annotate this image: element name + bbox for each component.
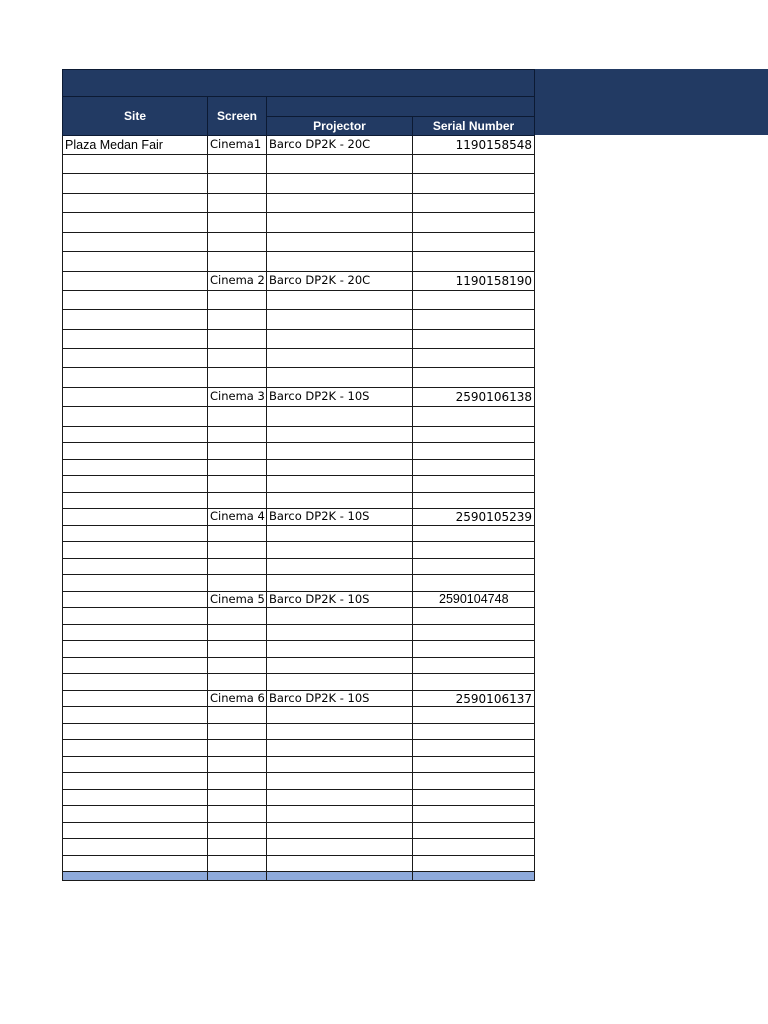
cell-screen[interactable] <box>207 707 266 724</box>
cell-screen[interactable] <box>207 608 266 625</box>
cell-screen[interactable] <box>207 443 266 460</box>
cell-site[interactable] <box>62 388 207 407</box>
cell-site[interactable] <box>62 559 207 575</box>
header-site[interactable]: Site <box>62 96 208 136</box>
cell-site[interactable] <box>62 608 207 625</box>
cell-site[interactable] <box>62 427 207 443</box>
cell-serial-number[interactable] <box>412 773 535 790</box>
cell-serial-number[interactable] <box>412 349 535 368</box>
header-projector[interactable]: Projector <box>266 116 413 136</box>
cell-projector[interactable] <box>266 575 412 592</box>
table-row <box>62 658 535 674</box>
cell-screen[interactable] <box>207 330 266 349</box>
cell-serial-number[interactable] <box>412 476 535 493</box>
table-row <box>62 349 535 368</box>
cell-serial-number[interactable] <box>412 233 535 252</box>
cell-projector[interactable] <box>266 368 412 388</box>
table-row <box>62 272 535 291</box>
cell-serial-number[interactable] <box>412 368 535 388</box>
cell-serial-number[interactable] <box>412 460 535 476</box>
cell-site[interactable] <box>62 707 207 724</box>
cell-serial-number[interactable]: 2590106138 <box>412 388 535 407</box>
cell-screen[interactable] <box>207 575 266 592</box>
cell-screen[interactable]: Cinema 5 <box>207 592 266 608</box>
cell-screen[interactable] <box>207 310 266 330</box>
cell-projector[interactable] <box>266 740 412 757</box>
cell-projector[interactable] <box>266 724 412 740</box>
cell-projector[interactable] <box>266 707 412 724</box>
cell-serial-number[interactable] <box>412 407 535 427</box>
cell-serial-number[interactable] <box>412 724 535 740</box>
cell-site[interactable] <box>62 233 207 252</box>
cell-screen[interactable] <box>207 839 266 856</box>
cell-screen[interactable] <box>207 213 266 233</box>
cell-serial-number[interactable] <box>412 674 535 691</box>
cell-site[interactable] <box>62 407 207 427</box>
cell-site[interactable] <box>62 526 207 542</box>
cell-site[interactable] <box>62 542 207 559</box>
cell-screen[interactable] <box>207 806 266 823</box>
header-serial-number[interactable]: Serial Number <box>412 116 535 136</box>
table-row <box>62 542 535 559</box>
table-row <box>62 291 535 310</box>
cell-projector[interactable] <box>266 658 412 674</box>
cell-site[interactable] <box>62 592 207 608</box>
cell-site[interactable] <box>62 740 207 757</box>
cell-screen[interactable]: Cinema 4 <box>207 509 266 526</box>
cell-serial-number[interactable] <box>412 740 535 757</box>
cell-serial-number[interactable] <box>412 757 535 773</box>
cell-site[interactable] <box>62 674 207 691</box>
table-row <box>62 213 535 233</box>
table-row <box>62 724 535 740</box>
cell-site[interactable] <box>62 252 207 272</box>
cell-site[interactable] <box>62 658 207 674</box>
table-row <box>62 310 535 330</box>
cell-serial-number[interactable] <box>412 252 535 272</box>
cell-serial-number[interactable] <box>412 155 535 174</box>
table-row <box>62 839 535 856</box>
cell-projector[interactable]: Barco DP2K - 10S <box>266 388 412 407</box>
cell-serial-number[interactable] <box>412 806 535 823</box>
cell-site[interactable] <box>62 194 207 213</box>
cell-site[interactable] <box>62 872 207 881</box>
cell-screen[interactable] <box>207 526 266 542</box>
cell-site[interactable] <box>62 691 207 707</box>
cell-site[interactable] <box>62 839 207 856</box>
table-row <box>62 174 535 194</box>
header-top-strip <box>62 69 535 97</box>
table-row <box>62 592 535 608</box>
table-row <box>62 625 535 641</box>
table-row <box>62 368 535 388</box>
cell-projector[interactable] <box>266 213 412 233</box>
cell-projector[interactable]: Barco DP2K - 10S <box>266 509 412 526</box>
cell-screen[interactable] <box>207 559 266 575</box>
cell-site[interactable] <box>62 790 207 806</box>
cell-serial-number[interactable] <box>412 330 535 349</box>
header-projector-group <box>266 96 535 117</box>
cell-projector[interactable] <box>266 856 412 872</box>
cell-screen[interactable] <box>207 773 266 790</box>
table-row <box>62 155 535 174</box>
cell-projector[interactable] <box>266 330 412 349</box>
cell-projector[interactable] <box>266 476 412 493</box>
table-row <box>62 407 535 427</box>
cell-serial-number[interactable] <box>412 194 535 213</box>
cell-screen[interactable] <box>207 291 266 310</box>
cell-screen[interactable]: Cinema 2 <box>207 272 266 291</box>
cell-serial-number[interactable] <box>412 526 535 542</box>
cell-site[interactable] <box>62 493 207 509</box>
table-row <box>62 427 535 443</box>
cell-screen[interactable] <box>207 155 266 174</box>
cell-site[interactable] <box>62 773 207 790</box>
cell-screen[interactable] <box>207 493 266 509</box>
cell-projector[interactable] <box>266 674 412 691</box>
cell-site[interactable]: Plaza Medan Fair <box>62 136 207 155</box>
cell-screen[interactable] <box>207 823 266 839</box>
cell-serial-number[interactable] <box>412 174 535 194</box>
table-row <box>62 194 535 213</box>
cell-screen[interactable] <box>207 856 266 872</box>
cell-projector[interactable]: Barco DP2K - 20C <box>266 136 412 155</box>
cell-projector[interactable] <box>266 194 412 213</box>
cell-projector[interactable]: Barco DP2K - 10S <box>266 592 412 608</box>
cell-site[interactable] <box>62 823 207 839</box>
table-row <box>62 707 535 724</box>
cell-serial-number[interactable] <box>412 872 535 881</box>
cell-screen[interactable] <box>207 658 266 674</box>
cell-screen[interactable] <box>207 790 266 806</box>
cell-projector[interactable] <box>266 872 412 881</box>
cell-site[interactable] <box>62 856 207 872</box>
cell-projector[interactable] <box>266 839 412 856</box>
cell-serial-number[interactable] <box>412 608 535 625</box>
cell-screen[interactable] <box>207 233 266 252</box>
cell-projector[interactable] <box>266 542 412 559</box>
cell-site[interactable] <box>62 575 207 592</box>
table-row <box>62 740 535 757</box>
cell-screen[interactable] <box>207 740 266 757</box>
cell-site[interactable] <box>62 330 207 349</box>
cell-serial-number[interactable] <box>412 641 535 658</box>
cell-serial-number[interactable] <box>412 291 535 310</box>
cell-projector[interactable] <box>266 625 412 641</box>
table-row <box>62 823 535 839</box>
cell-screen[interactable] <box>207 407 266 427</box>
cell-site[interactable] <box>62 757 207 773</box>
cell-projector[interactable] <box>266 823 412 839</box>
cell-serial-number[interactable]: 2590106137 <box>412 691 535 707</box>
cell-serial-number[interactable] <box>412 823 535 839</box>
cell-screen[interactable] <box>207 174 266 194</box>
table-row <box>62 476 535 493</box>
cell-serial-number[interactable] <box>412 559 535 575</box>
cell-site[interactable] <box>62 443 207 460</box>
cell-serial-number[interactable] <box>412 213 535 233</box>
cell-projector[interactable]: Barco DP2K - 10S <box>266 691 412 707</box>
cell-projector[interactable] <box>266 233 412 252</box>
cell-serial-number[interactable] <box>412 427 535 443</box>
cell-serial-number[interactable] <box>412 707 535 724</box>
table-row <box>62 790 535 806</box>
cell-site[interactable] <box>62 310 207 330</box>
cell-projector[interactable] <box>266 443 412 460</box>
cell-screen[interactable] <box>207 194 266 213</box>
cell-site[interactable] <box>62 460 207 476</box>
cell-screen[interactable] <box>207 625 266 641</box>
cell-screen[interactable] <box>207 476 266 493</box>
table-row <box>62 526 535 542</box>
table-row <box>62 388 535 407</box>
cell-projector[interactable] <box>266 641 412 658</box>
cell-serial-number[interactable] <box>412 443 535 460</box>
cell-screen[interactable]: Cinema1 <box>207 136 266 155</box>
cell-site[interactable] <box>62 806 207 823</box>
cell-projector[interactable] <box>266 252 412 272</box>
cell-projector[interactable] <box>266 155 412 174</box>
cell-serial-number[interactable] <box>412 493 535 509</box>
cell-serial-number[interactable]: 1190158548 <box>412 136 535 155</box>
cell-projector[interactable] <box>266 460 412 476</box>
cell-projector[interactable] <box>266 407 412 427</box>
cell-projector[interactable] <box>266 310 412 330</box>
table-row <box>62 806 535 823</box>
cell-screen[interactable] <box>207 724 266 740</box>
cell-site[interactable] <box>62 213 207 233</box>
cell-screen[interactable] <box>207 872 266 881</box>
cell-site[interactable] <box>62 625 207 641</box>
cell-serial-number[interactable] <box>412 856 535 872</box>
cell-projector[interactable] <box>266 174 412 194</box>
cell-screen[interactable] <box>207 368 266 388</box>
cell-serial-number[interactable] <box>412 310 535 330</box>
cell-site[interactable] <box>62 509 207 526</box>
cell-site[interactable] <box>62 272 207 291</box>
cell-serial-number[interactable] <box>412 575 535 592</box>
cell-site[interactable] <box>62 476 207 493</box>
cell-site[interactable] <box>62 724 207 740</box>
cell-site[interactable] <box>62 641 207 658</box>
cell-screen[interactable] <box>207 427 266 443</box>
cell-projector[interactable] <box>266 608 412 625</box>
cell-projector[interactable] <box>266 559 412 575</box>
cell-projector[interactable] <box>266 349 412 368</box>
table-row <box>62 233 535 252</box>
cell-projector[interactable] <box>266 291 412 310</box>
cell-site[interactable] <box>62 349 207 368</box>
table-row <box>62 691 535 707</box>
cell-serial-number[interactable]: 2590104748 <box>412 592 535 608</box>
table-row <box>62 330 535 349</box>
table-row <box>62 509 535 526</box>
cell-site[interactable] <box>62 174 207 194</box>
table-row <box>62 136 535 155</box>
table-row <box>62 493 535 509</box>
cell-site[interactable] <box>62 368 207 388</box>
cell-serial-number[interactable]: 1190158190 <box>412 272 535 291</box>
table-header <box>62 69 535 136</box>
cell-projector[interactable] <box>266 773 412 790</box>
cell-projector[interactable] <box>266 427 412 443</box>
table-row <box>62 641 535 658</box>
cell-site[interactable] <box>62 291 207 310</box>
cell-screen[interactable] <box>207 641 266 658</box>
cell-screen[interactable]: Cinema 6 <box>207 691 266 707</box>
cell-serial-number[interactable] <box>412 625 535 641</box>
cell-screen[interactable] <box>207 757 266 773</box>
table-row <box>62 872 535 881</box>
cell-projector[interactable] <box>266 790 412 806</box>
cell-projector[interactable] <box>266 757 412 773</box>
table-row <box>62 443 535 460</box>
cell-screen[interactable] <box>207 542 266 559</box>
cell-serial-number[interactable]: 2590105239 <box>412 509 535 526</box>
table-row <box>62 608 535 625</box>
table-row <box>62 773 535 790</box>
header-screen[interactable]: Screen <box>207 96 267 136</box>
table-row <box>62 460 535 476</box>
cell-screen[interactable] <box>207 349 266 368</box>
cell-serial-number[interactable] <box>412 839 535 856</box>
table-row <box>62 559 535 575</box>
table-row <box>62 575 535 592</box>
cell-projector[interactable] <box>266 493 412 509</box>
table-row <box>62 757 535 773</box>
table-row <box>62 856 535 872</box>
cell-screen[interactable] <box>207 674 266 691</box>
cell-projector[interactable] <box>266 526 412 542</box>
table-row <box>62 252 535 272</box>
cell-serial-number[interactable] <box>412 542 535 559</box>
cell-projector[interactable]: Barco DP2K - 20C <box>266 272 412 291</box>
table-row <box>62 674 535 691</box>
cell-screen[interactable] <box>207 460 266 476</box>
cell-serial-number[interactable] <box>412 658 535 674</box>
cell-site[interactable] <box>62 155 207 174</box>
cell-projector[interactable] <box>266 806 412 823</box>
cell-screen[interactable]: Cinema 3 <box>207 388 266 407</box>
cell-screen[interactable] <box>207 252 266 272</box>
cell-serial-number[interactable] <box>412 790 535 806</box>
